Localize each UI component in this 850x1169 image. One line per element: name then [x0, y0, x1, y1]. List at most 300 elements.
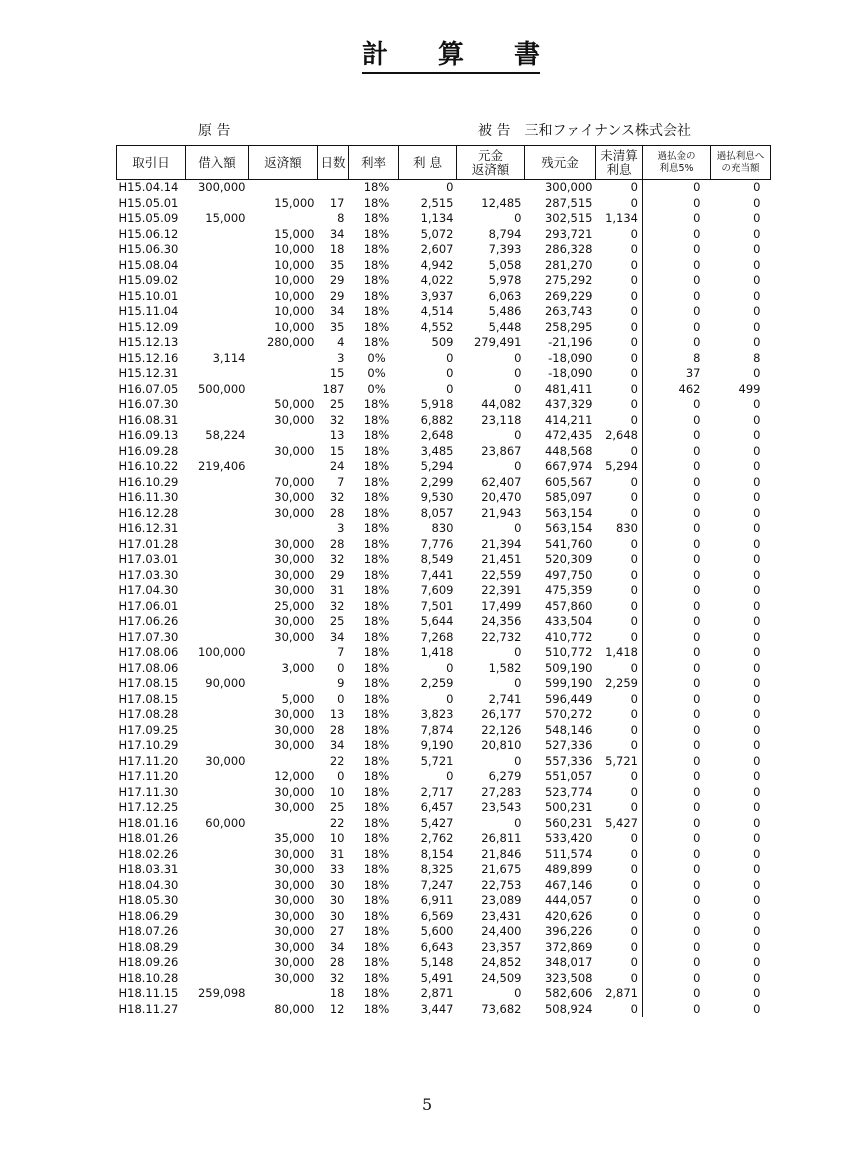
cell-applied-amount: 0: [753, 195, 761, 210]
cell-repaid: 30,000: [274, 614, 315, 628]
cell-principal-repaid: 0: [514, 350, 522, 365]
header-rate: 利率: [349, 146, 399, 180]
cell-overpayment-interest: 0: [693, 536, 701, 551]
table-row: [117, 800, 771, 816]
cell-interest: 6,569: [420, 908, 454, 923]
cell-unsettled-interest: 0: [596, 382, 643, 398]
cell-overpayment-interest: 0: [693, 645, 701, 659]
cell-interest: 0: [446, 660, 454, 675]
cell-rate: 0%: [367, 366, 386, 380]
cell-remaining-principal: 258,295: [544, 319, 593, 334]
table-row: [117, 258, 771, 274]
cell-borrowed: [186, 909, 249, 925]
cell-overpayment-interest: 0: [693, 691, 701, 706]
cell-interest: 5,491: [420, 970, 454, 985]
cell-principal-repaid: 5,978: [488, 273, 522, 287]
cell-interest: 3,485: [420, 443, 454, 458]
cell-unsettled-interest: 0: [596, 940, 643, 956]
table-row: [117, 413, 771, 429]
cell-borrowed: [186, 583, 249, 599]
cell-overpayment-interest: 0: [693, 257, 701, 272]
cell-repaid: 30,000: [274, 800, 315, 814]
cell-remaining-principal: 372,869: [544, 939, 593, 954]
cell-repaid: 25,000: [274, 598, 315, 613]
table-row: [117, 320, 771, 336]
cell-unsettled-interest: 0: [596, 304, 643, 320]
cell-borrowed: [186, 475, 249, 491]
cell-unsettled-interest: 0: [596, 335, 643, 351]
cell-overpayment-interest: 0: [693, 226, 701, 241]
cell-principal-repaid: 62,407: [481, 474, 522, 489]
cell-rate: 18%: [363, 738, 390, 752]
cell-borrowed: 259,098: [197, 986, 246, 1000]
cell-borrowed: [186, 444, 249, 460]
cell-unsettled-interest: 0: [596, 924, 643, 940]
header-line: 返済額: [471, 161, 510, 177]
cell-days: 15: [329, 443, 345, 458]
table-row: [117, 738, 771, 754]
defendant-name: 三和ファイナンス株式会社: [524, 123, 692, 139]
cell-remaining-principal: 510,772: [544, 645, 593, 659]
table-row: [117, 335, 771, 351]
cell-repaid: 10,000: [274, 319, 315, 334]
cell-remaining-principal: 605,567: [544, 474, 593, 489]
cell-repaid: 15,000: [274, 226, 315, 241]
cell-overpayment-interest: 0: [693, 676, 701, 690]
cell-borrowed: 58,224: [205, 428, 246, 442]
cell-remaining-principal: 557,336: [544, 753, 593, 768]
cell-repaid: 30,000: [274, 970, 315, 985]
cell-principal-repaid: 7,393: [488, 242, 522, 256]
cell-unsettled-interest: 0: [596, 583, 643, 599]
cell-principal-repaid: 24,852: [481, 955, 522, 969]
cell-interest: 7,609: [420, 583, 454, 597]
cell-applied-amount: 0: [753, 288, 761, 303]
cell-repaid: 30,000: [274, 924, 315, 938]
cell-borrowed: [186, 800, 249, 816]
cell-borrowed: 15,000: [205, 211, 246, 225]
cell-date: H18.05.30: [118, 893, 179, 907]
cell-applied-amount: 0: [753, 226, 761, 241]
cell-interest: 9,530: [420, 490, 454, 504]
cell-rate: 18%: [363, 939, 390, 954]
cell-unsettled-interest: 0: [596, 878, 643, 894]
cell-unsettled-interest: 0: [596, 289, 643, 305]
table-row: [117, 397, 771, 413]
table-row: [117, 661, 771, 677]
cell-principal-repaid: 21,451: [481, 552, 522, 566]
cell-overpayment-interest: 0: [693, 846, 701, 861]
cell-principal-repaid: 22,559: [481, 567, 522, 582]
cell-rate: 18%: [363, 273, 390, 287]
cell-principal-repaid: 26,811: [481, 831, 522, 845]
cell-overpayment-interest: 0: [693, 583, 701, 597]
cell-remaining-principal: 448,568: [544, 443, 593, 458]
cell-repaid: 30,000: [274, 490, 315, 504]
cell-interest: 8,057: [420, 505, 454, 520]
cell-borrowed: [186, 413, 249, 429]
cell-days: 7: [337, 645, 345, 659]
table-row: [117, 289, 771, 305]
cell-interest: 8,549: [420, 552, 454, 566]
cell-principal-repaid: 23,867: [481, 443, 522, 458]
cell-applied-amount: 0: [753, 397, 761, 411]
cell-repaid: 35,000: [274, 831, 315, 845]
cell-interest: 7,441: [420, 567, 454, 582]
cell-days: 12: [329, 1001, 345, 1016]
cell-overpayment-interest: 0: [693, 428, 701, 442]
cell-borrowed: [186, 878, 249, 894]
cell-principal-repaid: 22,126: [481, 722, 522, 737]
cell-applied-amount: 0: [753, 598, 761, 613]
cell-remaining-principal: 433,504: [544, 614, 593, 628]
cell-interest: 5,148: [420, 955, 454, 969]
cell-date: H17.06.26: [118, 614, 179, 628]
cell-rate: 18%: [363, 412, 390, 427]
cell-overpayment-interest: 0: [693, 242, 701, 256]
cell-principal-repaid: 20,470: [481, 490, 522, 504]
cell-overpayment-interest: 0: [693, 939, 701, 954]
cell-borrowed: [186, 1002, 249, 1018]
cell-principal-repaid: 23,431: [481, 908, 522, 923]
cell-date: H17.03.01: [118, 552, 179, 566]
cell-unsettled-interest: 0: [596, 444, 643, 460]
cell-unsettled-interest: 0: [596, 351, 643, 367]
cell-interest: 6,643: [420, 939, 454, 954]
cell-borrowed: [186, 273, 249, 289]
cell-unsettled-interest: 0: [596, 475, 643, 491]
cell-unsettled-interest: 0: [596, 242, 643, 258]
cell-interest: 7,247: [420, 877, 454, 892]
cell-date: H16.09.13: [118, 428, 179, 442]
cell-applied-amount: 0: [753, 629, 761, 644]
cell-interest: 0: [446, 366, 454, 380]
cell-repaid: 15,000: [274, 195, 315, 210]
cell-principal-repaid: 0: [514, 381, 522, 396]
table-row: [117, 521, 771, 537]
cell-date: H18.06.29: [118, 908, 179, 923]
cell-repaid: 30,000: [274, 862, 315, 876]
cell-date: H17.08.06: [118, 645, 179, 659]
cell-applied-amount: 0: [753, 505, 761, 520]
cell-interest: 4,514: [420, 304, 454, 318]
cell-repaid: 30,000: [274, 784, 315, 799]
table-row: [117, 862, 771, 878]
table-row: [117, 506, 771, 522]
table-row: [117, 490, 771, 506]
cell-borrowed: [186, 955, 249, 971]
header-overpayment-interest: [643, 146, 711, 180]
cell-repaid: 30,000: [274, 536, 315, 551]
cell-overpayment-interest: 0: [693, 304, 701, 318]
cell-borrowed: [186, 196, 249, 212]
cell-rate: 18%: [363, 443, 390, 458]
cell-applied-amount: 0: [753, 257, 761, 272]
cell-principal-repaid: 21,394: [481, 536, 522, 551]
cell-remaining-principal: -21,196: [548, 335, 593, 349]
cell-repaid: 10,000: [274, 273, 315, 287]
cell-borrowed: [186, 242, 249, 258]
cell-remaining-principal: 472,435: [544, 428, 593, 442]
cell-unsettled-interest: 5,721: [596, 754, 643, 770]
cell-days: 18: [329, 242, 345, 256]
header-interest: 利 息: [399, 146, 457, 180]
cell-overpayment-interest: 0: [693, 567, 701, 582]
cell-date: H16.09.28: [118, 443, 179, 458]
cell-overpayment-interest: 0: [693, 908, 701, 923]
cell-remaining-principal: 457,860: [544, 598, 593, 613]
header-principal-repaid: [457, 146, 525, 180]
cell-overpayment-interest: 0: [693, 490, 701, 504]
cell-interest: 2,515: [420, 195, 454, 210]
cell-days: 28: [329, 536, 345, 551]
cell-applied-amount: 0: [753, 366, 761, 380]
cell-days: 13: [329, 707, 345, 721]
cell-unsettled-interest: 0: [596, 893, 643, 909]
cell-principal-repaid: 21,675: [481, 862, 522, 876]
cell-repaid: 30,000: [274, 443, 315, 458]
cell-overpayment-interest: 0: [693, 273, 701, 287]
cell-borrowed: [186, 366, 249, 382]
cell-rate: 18%: [363, 769, 390, 783]
cell-overpayment-interest: 462: [678, 381, 701, 396]
cell-days: 10: [329, 784, 345, 799]
cell-borrowed: [186, 630, 249, 646]
cell-remaining-principal: 520,309: [544, 552, 593, 566]
cell-principal-repaid: 6,279: [488, 769, 522, 783]
cell-interest: 8,154: [420, 846, 454, 861]
cell-overpayment-interest: 0: [693, 180, 701, 194]
cell-date: H17.08.06: [118, 660, 179, 675]
cell-applied-amount: 0: [753, 877, 761, 892]
cell-remaining-principal: 281,270: [544, 257, 593, 272]
cell-repaid: [249, 676, 318, 692]
cell-unsettled-interest: 1,134: [596, 211, 643, 227]
cell-remaining-principal: 548,146: [544, 722, 593, 737]
cell-interest: 1,418: [420, 645, 454, 659]
cell-principal-repaid: 26,177: [481, 707, 522, 721]
cell-remaining-principal: 287,515: [544, 195, 593, 210]
cell-overpayment-interest: 0: [693, 862, 701, 876]
cell-principal-repaid: 23,118: [481, 412, 522, 427]
cell-applied-amount: 0: [753, 1001, 761, 1016]
cell-interest: 9,190: [420, 738, 454, 752]
page-title: [362, 40, 540, 74]
cell-days: 0: [337, 769, 345, 783]
cell-rate: 18%: [363, 598, 390, 613]
cell-interest: 5,427: [420, 815, 454, 830]
table-row: [117, 1002, 771, 1018]
cell-repaid: 80,000: [274, 1001, 315, 1016]
cell-interest: 5,644: [420, 614, 454, 628]
cell-remaining-principal: 348,017: [544, 955, 593, 969]
cell-repaid: [249, 986, 318, 1002]
cell-borrowed: [186, 490, 249, 506]
cell-interest: 7,776: [420, 536, 454, 551]
cell-days: [318, 180, 349, 196]
cell-repaid: 10,000: [274, 288, 315, 303]
page-number: 5: [422, 1095, 433, 1114]
cell-applied-amount: 0: [753, 769, 761, 783]
cell-applied-amount: 0: [753, 738, 761, 752]
cell-interest: 2,607: [420, 242, 454, 256]
cell-unsettled-interest: 2,648: [596, 428, 643, 444]
cell-remaining-principal: 497,750: [544, 567, 593, 582]
header-borrowed: 借入額: [186, 146, 249, 180]
cell-days: 10: [329, 831, 345, 845]
table-row: [117, 847, 771, 863]
cell-days: 13: [329, 428, 345, 442]
cell-rate: 18%: [363, 722, 390, 737]
cell-date: H16.08.31: [118, 412, 179, 427]
cell-days: 29: [329, 273, 345, 287]
cell-unsettled-interest: 0: [596, 397, 643, 413]
cell-repaid: [249, 180, 318, 196]
cell-overpayment-interest: 0: [693, 598, 701, 613]
cell-borrowed: [186, 537, 249, 553]
cell-principal-repaid: 0: [514, 815, 522, 830]
cell-overpayment-interest: 0: [693, 924, 701, 938]
cell-applied-amount: 0: [753, 474, 761, 489]
cell-interest: 2,762: [420, 831, 454, 845]
cell-unsettled-interest: 0: [596, 862, 643, 878]
cell-rate: 18%: [363, 180, 390, 194]
cell-principal-repaid: 23,357: [481, 939, 522, 954]
cell-days: 22: [329, 753, 345, 768]
cell-principal-repaid: 5,486: [488, 304, 522, 318]
cell-rate: 18%: [363, 397, 390, 411]
cell-unsettled-interest: 0: [596, 692, 643, 708]
table-row: [117, 537, 771, 553]
cell-applied-amount: 0: [753, 815, 761, 830]
header-date: 取引日: [117, 146, 186, 180]
cell-borrowed: 30,000: [205, 753, 246, 768]
cell-repaid: 70,000: [274, 474, 315, 489]
cell-unsettled-interest: 0: [596, 723, 643, 739]
cell-interest: 3,823: [420, 707, 454, 721]
cell-rate: 18%: [363, 629, 390, 644]
cell-date: H16.12.31: [118, 521, 179, 535]
cell-unsettled-interest: 0: [596, 909, 643, 925]
cell-days: 34: [329, 304, 345, 318]
table-row: [117, 614, 771, 630]
cell-rate: 18%: [363, 335, 390, 349]
cell-borrowed: [186, 320, 249, 336]
cell-days: 32: [329, 552, 345, 566]
cell-principal-repaid: 73,682: [481, 1001, 522, 1016]
cell-date: H18.04.30: [118, 877, 179, 892]
title-char: 書: [513, 40, 540, 70]
cell-remaining-principal: 500,231: [544, 800, 593, 814]
cell-interest: 509: [431, 335, 454, 349]
cell-principal-repaid: 17,499: [481, 598, 522, 613]
cell-unsettled-interest: 2,259: [596, 676, 643, 692]
cell-remaining-principal: 444,057: [544, 893, 593, 907]
cell-rate: 18%: [363, 986, 390, 1000]
cell-borrowed: [186, 568, 249, 584]
cell-days: 29: [329, 288, 345, 303]
cell-applied-amount: 0: [753, 986, 761, 1000]
table-row: [117, 645, 771, 661]
cell-remaining-principal: 323,508: [544, 970, 593, 985]
cell-date: H17.11.20: [118, 769, 179, 783]
cell-interest: 0: [446, 769, 454, 783]
cell-remaining-principal: 467,146: [544, 877, 593, 892]
cell-date: H17.01.28: [118, 536, 179, 551]
cell-unsettled-interest: 1,418: [596, 645, 643, 661]
cell-interest: 5,600: [420, 924, 454, 938]
cell-days: 28: [329, 955, 345, 969]
header-days: 日数: [318, 146, 349, 180]
cell-applied-amount: 499: [738, 381, 761, 396]
cell-date: H17.10.29: [118, 738, 179, 752]
cell-days: 18: [329, 986, 345, 1000]
cell-interest: 1,134: [420, 211, 454, 225]
cell-rate: 18%: [363, 955, 390, 969]
cell-applied-amount: 0: [753, 412, 761, 427]
cell-principal-repaid: 24,509: [481, 970, 522, 985]
cell-remaining-principal: 599,190: [544, 676, 593, 690]
cell-days: 34: [329, 738, 345, 752]
table-row: [117, 986, 771, 1002]
table-row: [117, 785, 771, 801]
cell-applied-amount: 0: [753, 722, 761, 737]
cell-interest: 2,299: [420, 474, 454, 489]
cell-overpayment-interest: 37: [685, 366, 701, 380]
cell-repaid: 3,000: [281, 660, 315, 675]
table-row: [117, 428, 771, 444]
cell-applied-amount: 0: [753, 335, 761, 349]
cell-repaid: [249, 351, 318, 367]
cell-applied-amount: 0: [753, 862, 761, 876]
cell-days: 31: [329, 846, 345, 861]
cell-repaid: 10,000: [274, 304, 315, 318]
cell-unsettled-interest: 0: [596, 800, 643, 816]
cell-interest: 2,648: [420, 428, 454, 442]
table-row: [117, 196, 771, 212]
cell-applied-amount: 0: [753, 521, 761, 535]
cell-repaid: 30,000: [274, 629, 315, 644]
cell-days: 29: [329, 567, 345, 582]
cell-overpayment-interest: 0: [693, 707, 701, 721]
cell-remaining-principal: 293,721: [544, 226, 593, 241]
cell-days: 0: [337, 691, 345, 706]
table-header-row: [117, 146, 771, 180]
cell-rate: 18%: [363, 815, 390, 830]
cell-remaining-principal: 475,359: [544, 583, 593, 597]
table-row: [117, 630, 771, 646]
cell-repaid: [249, 366, 318, 382]
cell-interest: 7,874: [420, 722, 454, 737]
cell-repaid: 30,000: [274, 722, 315, 737]
cell-days: 30: [329, 893, 345, 907]
cell-unsettled-interest: 5,427: [596, 816, 643, 832]
cell-unsettled-interest: 0: [596, 258, 643, 274]
table-row: [117, 754, 771, 770]
cell-remaining-principal: 410,772: [544, 629, 593, 644]
table-row: [117, 676, 771, 692]
cell-date: H17.08.28: [118, 707, 179, 721]
table-row: [117, 227, 771, 243]
cell-overpayment-interest: 0: [693, 459, 701, 473]
cell-overpayment-interest: 0: [693, 443, 701, 458]
cell-rate: 18%: [363, 784, 390, 799]
cell-remaining-principal: -18,090: [548, 366, 593, 380]
cell-borrowed: [186, 304, 249, 320]
calculation-table: [116, 145, 771, 1017]
cell-rate: 0%: [367, 381, 386, 396]
cell-principal-repaid: 5,058: [488, 257, 522, 272]
